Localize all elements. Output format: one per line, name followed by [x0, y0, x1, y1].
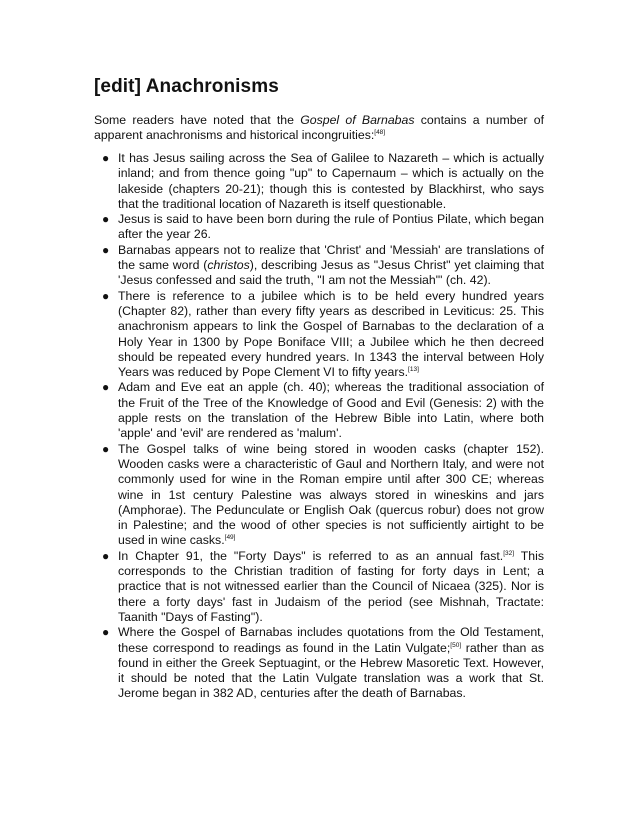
list-item	[94, 243, 544, 289]
bullet-icon: ●	[102, 625, 110, 640]
bullet-icon: ●	[102, 242, 110, 257]
citation-link[interactable]: [48]	[374, 129, 386, 137]
list-item-text: It has Jesus sailing across the Sea of Galilee to Nazareth – which is actually inland; and from thence going "up" to Capernaum – which is actually on the lakeside (chapters 20-21); though this is contested by Blackhirst, who says that the traditional location of Nazareth is itself questionable.	[118, 151, 544, 211]
list-item	[94, 442, 544, 549]
intro-text: Some readers have noted that the	[94, 113, 301, 127]
bullet-icon: ●	[102, 548, 110, 563]
list-item-italic: christos	[207, 258, 250, 273]
bullet-icon: ●	[102, 441, 110, 456]
list-item	[94, 289, 544, 381]
list-item	[94, 625, 544, 701]
bullet-icon: ●	[102, 380, 110, 395]
citation-link[interactable]: [13]	[408, 366, 419, 374]
list-item-text-continued: ), describing Jesus as "Jesus Christ" yet claiming that 'Jesus confessed and said the truth, "I am not the Messiah"' (ch. 42).	[118, 258, 544, 288]
citation-link[interactable]: [49]	[224, 534, 236, 542]
citation-link[interactable]: [32]	[503, 549, 515, 557]
list-item-text: In Chapter 91, the "Forty Days" is referred to as an annual fast.	[118, 548, 504, 563]
anachronism-list	[94, 151, 544, 702]
list-item-text: Jesus is said to have been born during the rule of Pontius Pilate, which began after the year 26.	[118, 212, 544, 242]
bullet-icon: ●	[102, 151, 110, 165]
list-item-text: The Gospel talks of wine being stored in wooden casks (chapter 152). Wooden casks were a characteristic of Gaul and Northern Italy, and were not commonly used for wine in the Roman empire until after 300 CE; whereas wine in 1st century Palestine was always stored in wineskins and jars (Amphorae). The Pedunculate or English Oak (quercus robur) does not grow in Palestine; and the wood of other species is not sufficiently airtight to be used in wine casks.	[118, 441, 544, 548]
bullet-icon: ●	[102, 288, 110, 303]
list-item-text-continued: This corresponds to the Christian tradition of fasting for forty days in Lent; a practice that is not witnessed earlier than the Council of Nicaea (325). Nor is there a forty days' fast in Judaism of the period (see Mishnah, Tractate: Taanith "Days of Fasting").	[118, 548, 544, 624]
citation-link[interactable]: [50]	[450, 641, 462, 649]
section-heading: [edit] Anachronisms	[94, 76, 279, 97]
bullet-icon: ●	[102, 212, 110, 227]
intro-text-continued: contains a number of apparent anachronisms and historical incongruities:	[94, 113, 544, 143]
list-item-text: Barnabas appears not to realize that 'Christ' and 'Messiah' are translations of the same word (	[118, 242, 544, 273]
list-item	[94, 151, 544, 212]
list-item-text: Where the Gospel of Barnabas includes quotations from the Old Testament, these correspond to readings as found in the Latin Vulgate;	[118, 625, 544, 655]
intro-title-italic: Gospel of Barnabas	[300, 113, 415, 127]
intro-paragraph	[94, 113, 544, 144]
list-item	[94, 380, 544, 441]
list-item-text-continued: rather than as found in either the Greek Septuagint, or the Hebrew Masoretic Text. However, it should be noted that the Latin Vulgate translation was a work that St. Jerome began in 382 AD, centuries after the death of Barnabas.	[118, 640, 544, 701]
list-item-text: Adam and Eve eat an apple (ch. 40); whereas the traditional association of the Fruit of the Tree of the Knowledge of Good and Evil (Genesis: 2) with the apple rests on the translation of the Hebrew Bible into Latin, where both 'apple' and 'evil' are rendered as 'malum'.	[118, 380, 544, 441]
list-item	[94, 549, 544, 625]
list-item	[94, 212, 544, 243]
list-item-text: There is reference to a jubilee which is to be held every hundred years (Chapter 82), rather than every fifty years as described in Leviticus: 25. This anachronism appears to link the Gospel of Barnabas to the declaration of a Holy Year in 1300 by Pope Boniface VIII; a Jubilee which he then decreed should be repeated every hundred years. In 1343 the interval between Holy Years was reduced by Pope Clement VI to fifty years.	[118, 288, 544, 380]
